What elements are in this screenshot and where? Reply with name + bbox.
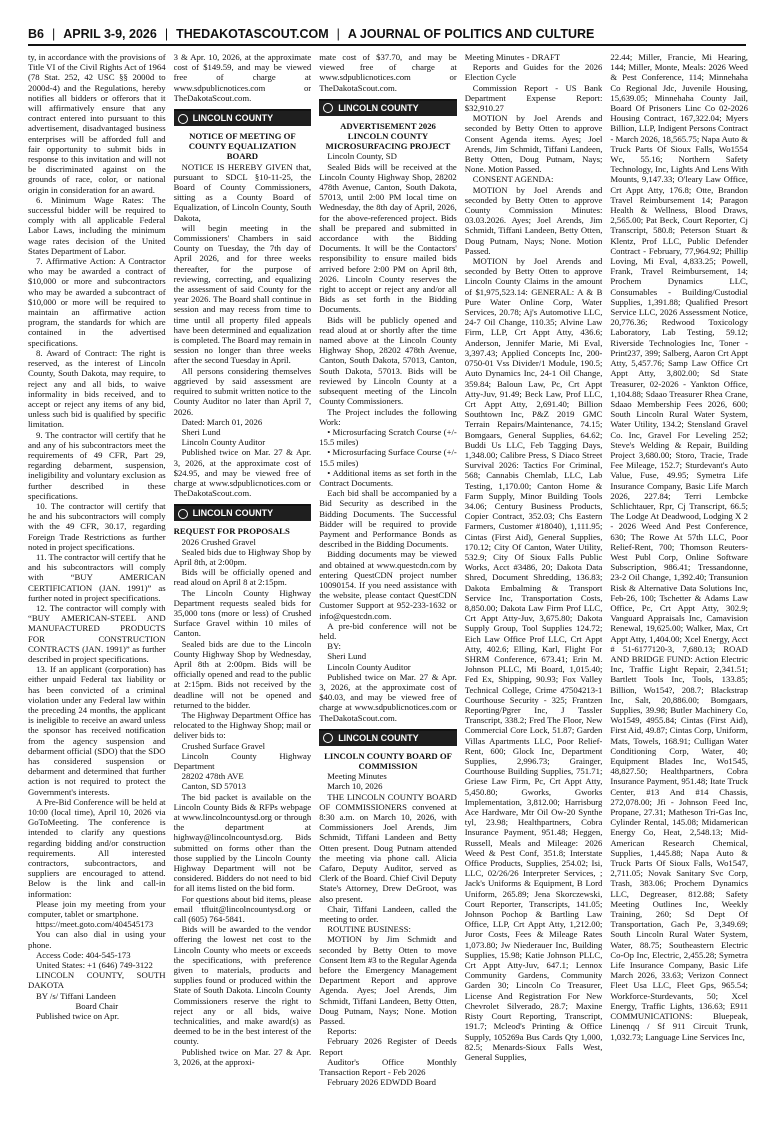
notice-paragraph: Reports and Guides for the 2026 Election Cycle: [464, 62, 603, 83]
notice-paragraph: A Pre-Bid Conference will be held at 10:00 (local time), April 10, 2026 via GoToMeeting. The conference is intended to clarify any questions regarding bidding and/or construction requirements. All interested contractors, subcontractors, and suppliers are encouraged to attend. Below is the link and call-in information:: [28, 796, 166, 899]
notice-paragraph: Commission Report - US Bank Department Expense Report: $32,910.27: [464, 82, 603, 114]
notice-heading: ADVERTISEMENT 2026 LINCOLN COUNTY MICROSURFACING PROJECT: [325, 120, 451, 152]
notice-paragraph: LINCOLN COUNTY, SOUTH DAKOTA: [28, 970, 166, 991]
notice-paragraph: A pre-bid conference will not be held.: [319, 620, 457, 641]
notice-paragraph: Dated: March 01, 2026: [181, 416, 263, 427]
notice-paragraph: 12. The contractor will comply with “BUY AMERICAN-STEEL AND MANUFACTURED PRODUCTS FOR CONSTRUCTION CONTRACTS (JAN. 1991)” as further described in project specifications.: [28, 602, 166, 664]
county-seal-icon: [178, 509, 188, 519]
notice-paragraph: Published twice on Mar. 27 & Apr. 3, 2026, at the approxi-: [173, 1046, 312, 1067]
banner-label: LINCOLN COUNTY: [338, 732, 419, 743]
notice-paragraph: 28202 478th AVE: [181, 771, 244, 782]
notice-paragraph: 2026 Crushed Gravel: [181, 536, 256, 547]
notice-paragraph: For questions about bid items, please email tfluit@lincolncountysd.org or call (605) 764-5841.: [173, 893, 312, 925]
notice-paragraph: MOTION by Jim Schmidt and seconded by Betty Otten to move Consent Item #3 to the Regular Agenda before the Emergency Management Department Report and approve Agenda. Ayes; Joel Arends, Jim Schmidt, Tiffani Landeen, Betty Otten, Doug Putnam, Nays; None. Motion Passed.: [319, 934, 457, 1027]
issue-date: APRIL 3-9, 2026: [63, 27, 157, 41]
notice-paragraph: Access Code: 404-545-173: [36, 949, 131, 960]
notice-paragraph: • Microsurfacing Scratch Course (+/- 15.5 miles): [319, 426, 457, 448]
notice-heading: NOTICE OF MEETING OF COUNTY EQUALIZATION BOARD: [188, 131, 297, 162]
notice-paragraph: MOTION by Joel Arends and seconded by Betty Otten to approve Lincoln County Claims in the amount of $1,975,523.14: GENERAL: A & B Pure Water Online Corp, Water Services, 20.78; Aj's Automotive LLC, 24-7 Oil Change, 110.35; Alvine Law Firm, LLP, Crt Appt Atty, 436.6; Anderson, Jennifer Marie, Mi Eval, 3,397.43; Applied Concepts Inc, 200-0750-01 Vss Divider/1 Module, 190.5; Auto Dynamics Inc, 24-1 Oil Change, 359.84; Baloun Law, Pc, Crt Appt Atty-Juv, 91.49; Beck Law, Prof LLC, Crt Appt Atty, 2,691.40; Billion Southtown Inc, P&Z 2019 GMC Terrain Repairs/Maintenance, 74.15; Bomgaars, General Supplies, 64.62; Buddi Us LLC, Feb Tagging Days, 1,348.00; Calibre Press, S Diaco Street Survival 2026: Tactics For Criminal, 568; Cannabis Chemlab, LLC, Lab Testing, 1,170.00; Canton Home & Farm Supply, Minor Building Tools 34.06; Century Business Products, Copier Contract, 352.03; Chs Eastern Farmers, Customer #18040), 1,111.95; Cintas (First Aid), General Supplies, 170.12; City Of Canton, Water Utility, 532.9; City Of Sioux Falls Public Works, Acct #3486, 20; Dakota Data Shred, Document Shredding, 136.83; Dakota Embalming & Transport Service Inc, Transportation Costs, 8,850.00; Dakota Law Firm Prof LLC, Crt Appt Atty-Juv, 3,675.80; Dakota Supply Group, Tool Supplies 124.72; Eich Law Office Prof LLC, Crt Appt Atty, 402.6; Elling, Karl, Flight For SHRM Conference, 673.41; Erin M. Johnson PLLC, Mi Board, 1,015.40; Fed Ex, Shipping, 90.93; Fox Valley Technical College, Crime 47504213-1 Courthouse Security - 325; Frantzen Reporting/Pgrer Inc, J Tassler Transcript, 338.2; Fred The Floor, New Commercial Core Lock, 51.87; Garden Villas Apartments LLC, Poor Relief-Rent, 600; Glock Inc, Department Supplies, 2,996.73; Grainger, Courthouse Building Supplies, 751.71; Griese Law Firm, Pc, Crt Appt Atty, 5,450.80; Gworks, Gworks Implementation, 3,812.00; Harrisburg Ace Hardware, Mtr Oil Ow-20 Synthe tyl, 23.98; Healthpartners, Cobra Insurance Payment, 951.48; Heggen, Russell, Meals and Mileage: 2026 Weed & Pest Conf, 351.8; Interstate Office Products, Supplies, 254.02; Isi, LLC, 02/26/26 Interpreter Services, ; Jack's Uniforms & Equipment, B Lord Uniform, 265.89; Jena Skorczewski, Court Reporter, Transcripts, 141.05; Johnson Pochop & Bartling Law Office, LLP, Crt Appt Atty, 1,212.00; Juror Costs, Fees & Mileage Rates 1,073.80; Jw Niederauer Inc, Building Supplies, 15.98; Katie Johnson PLLC, Crt Appt Atty-Juv, 647.1; Lennox Community Gardens, Community Garden 30; Lincoln Co Treasurer, License And Registration For New Chevrolet Silverado, 28.7; Maxine Risty Court Reporting, Transcript, 191.7; Mcleod's Printing & Office Supply, 105269a Bus Cards Qty 1,000, 82.5; Menards-Sioux Falls West, General Supplies,: [464, 256, 603, 1062]
notice-paragraph: February 2026 EDWDD Board: [327, 1077, 436, 1088]
notice-paragraph: Sealed bids due to Highway Shop by April 8th, at 2:00pm.: [173, 546, 312, 567]
section-banner: [319, 99, 457, 116]
page-number: B6: [28, 27, 44, 41]
notice-paragraph: • Additional items as set forth in the Contract Documents.: [319, 467, 457, 488]
notice-paragraph: Canton, SD 57013: [181, 781, 247, 792]
notice-paragraph: mate cost of $37.70, and may be viewed free of charge at www.sdpublicnotices.com or TheDakotaScout.com.: [319, 52, 457, 93]
notice-paragraph: Sealed Bids will be received at the Lincoln County Highway Shop, 28202 478th Avenue, Canton, South Dakota, 57013, until 2:00 PM local time on Wednesday, the 8th day of April, 2026, for the above-referenced project. Bids shall be prepared and submitted in accordance with the Bidding Documents. It will be the Contactors' responsibility to ensure mailed bids arrived before 2:00 PM on April 8th, 2026. Lincoln County reserves the right to accept or reject any and/or all Bids as set forth in the Bidding Documents.: [319, 161, 457, 315]
notice-paragraph: Bids will be awarded to the vendor offering the lowest net cost to the Lincoln County who meets or exceeds the specifications, with preference given to materials, products and supplies found or produced within the State of South Dakota. Lincoln County Commissioners reserve the right to reject any or all bids, waive technicalities, and make award(s) as deemed to be in the best interest of the county.: [173, 924, 312, 1047]
notice-paragraph: • Microsurfacing Surface Course (+/- 15.5 miles): [319, 447, 457, 468]
notice-paragraph: will begin meeting in the Commissioners' Chambers in said County on Tuesday, the 7th day of April 2026, and for three weeks thereafter, for the purpose of reviewing, correcting, and equalizing the assessment of said County for the year 2026. The Board shall continue in session and may recess from time to time until all property filed appeals have been determined and equalization is completed. The Board may remain in session no longer than three weeks after the second Tuesday in April.: [173, 222, 312, 366]
notice-paragraph: ty, in accordance with the provisions of Title VI of the Civil Rights Act of 1964 (78 Stat. 252, 42 USC §§ 2000d to 2000d-4) and the Regulations, hereby notifies all bidders or offerors that it will affirmatively ensure that any contract entered into pursuant to this advertisement, disadvantaged business enterprises will be afforded full and fair opportunity to submit bids in response to this invitation and will not be discriminated against on the grounds of race, color, or national origin in consideration for an award.: [28, 52, 166, 195]
section-banner: [319, 729, 457, 746]
notice-paragraph: You can also dial in using your phone.: [28, 929, 166, 950]
notice-paragraph: Each bid shall be accompanied by a Bid Security as described in the Bidding Documents. The Successful Bidder will be required to provide Payment and Performance Bonds as described in the Bidding Documents.: [319, 488, 457, 550]
column-3: [319, 52, 457, 1128]
notice-paragraph: Auditor's Office Monthly Transaction Report - Feb 2026: [319, 1056, 457, 1078]
notice-paragraph: BY /s/ Tiffani Landeen: [36, 990, 116, 1001]
notice-paragraph: Please join my meeting from your computer, tablet or smartphone.: [28, 898, 166, 920]
notice-paragraph: The bid packet is available on the Lincoln County Bids & RFPs webpage at www.lincolncountysd.org or through the department at highway@lincolncountysd.org. Bids submitted on forms other than the those supplied by the Lincoln County Highway Department will not be considered. Bidders do not need to bid for all items listed on the bid form.: [173, 791, 312, 894]
notice-paragraph: Reports:: [327, 1026, 357, 1037]
notice-paragraph: 8. Award of Contract: The right is reserved, as the interest of Lincoln County, South Dakota, may require, to reject any and all bids, to waive informality in bids received, and to accept or reject any items of any bid, unless such bid is qualified by specific limitation.: [28, 347, 166, 430]
section-banner: [174, 109, 312, 126]
notice-paragraph: THE LINCOLN COUNTY BOARD OF COMMISSIONERS convened at 8:30 a.m. on March 10, 2026, with Commissioners Joel Arends, Jim Schmidt, Tiffani Landeen and Betty Otten present. Doug Putnam attended the meeting via phone call. Alicia Cafaro, Deputy Auditor, served as Clerk of the Board. Chief Civil Deputy State's Attorney, Drew DeGroot, was also present.: [319, 791, 457, 904]
notice-paragraph: MOTION by Joel Arends and seconded by Betty Otten to approve Consent Agenda items. Ayes; Joel Arends, Jim Schmidt, Tiffani Landeen, Betty Otten, Doug Putnam, Nays; None. Motion Passed.: [464, 113, 603, 175]
notice-paragraph: United States: +1 (646) 749-3122: [36, 960, 153, 971]
page-header: [28, 24, 746, 46]
county-seal-icon: [323, 733, 333, 743]
notice-paragraph: Bids will be officially opened and read aloud on April 8 at 2:15pm.: [173, 567, 312, 588]
notice-paragraph: Published twice on Mar. 27 & Apr. 3, 2026, at the approximate cost of $40.03, and may be viewed free of charge at www.sdpublicnotices.com or TheDakotaScout.com.: [319, 671, 457, 723]
notice-paragraph: Sheri Lund: [327, 651, 367, 662]
notice-paragraph: February 2026 Register of Deeds Report: [319, 1036, 457, 1057]
tagline: A JOURNAL OF POLITICS AND CULTURE: [347, 27, 595, 41]
notice-paragraph: Board Chair: [75, 1000, 119, 1011]
column-4: [465, 52, 603, 1128]
header-separator: |: [164, 27, 169, 41]
notice-paragraph: Lincoln County, SD: [327, 151, 397, 162]
column-5: [610, 52, 748, 1128]
notice-paragraph: All persons considering themselves aggrieved by said assessment are required to submit written notice to the County Auditor no later than April 7, 2026.: [173, 365, 312, 417]
banner-label: LINCOLN COUNTY: [192, 113, 274, 124]
notice-paragraph: 9. The contractor will certify that he and any of his subcontractors meet the requirements of 49 CFR, Part 29, regarding debarment, suspension, ineligibility and voluntary exclusion as further described in these specifications.: [28, 429, 166, 501]
notice-paragraph: NOTICE IS HEREBY GIVEN that, pursuant to SDCL §10-11-25, the Board of County Commissioners, sitting as a County Board of Equalization, of Lincoln County, South Dakota,: [173, 161, 312, 223]
notice-paragraph: Lincoln County Highway Department: [173, 750, 312, 771]
notice-paragraph: 6. Minimum Wage Rates: The successful bidder will be required to comply with all applicable Federal Labor Laws, including the minimum wage rates decision of the United States Department of Labor.: [28, 194, 166, 256]
header-separator: |: [336, 27, 340, 41]
banner-label: LINCOLN COUNTY: [192, 508, 274, 519]
notice-paragraph: 13. If an applicant (corporation) has either unpaid Federal tax liability or has been convicted of a criminal violation under any Federal law within the preceding 24 months, the applicant is ineligible to receive an award unless the sponsor has received notification from the agency suspension and debarment official (SDO) that the SDO has considered suspension or debarment and determined that further action is not required to protect the Government's interests.: [28, 664, 166, 797]
notice-heading: LINCOLN COUNTY BOARD OF COMMISSION: [324, 750, 452, 771]
county-seal-icon: [323, 103, 333, 113]
notice-paragraph: 7. Affirmative Action: A Contractor who may be awarded a contract of $10,000 or more and subcontractors who may be awarded a subcontract of $10,000 or more will be required to maintain an affirmative action program, the standards for which are contained in the advertised specifications.: [28, 256, 166, 348]
notice-paragraph: Sheri Lund: [181, 426, 221, 437]
notice-paragraph: ROUTINE BUSINESS:: [327, 924, 411, 935]
notice-paragraph: BY:: [327, 641, 341, 652]
notice-paragraph: Meeting Minutes: [327, 771, 387, 782]
notice-paragraph: 22.44; Miller, Francie, Mi Hearing, 144; Miller, Monte, Meals: 2026 Weed & Pest Conference, 114; Minnehaha Co Regional Jdc, Juvenile Housing, 15,639.05; Minnehaha County Jail, Board Of Prisoners Linc Co 02-2026 Housing Contract, 167,322.04; Myers Billion, LLP, Indigent Persons Contract - March 2026, 18,565.75; Napa Auto & Truck Parts Of Sioux Falls, Wo1554 Wc, 55.16; Northern Safety Technology, Inc, Lights And Lens With Mounts, 9,147.33; O'leary Law Office, Crt Appt Atty, 176.8; Otte, Brandon Travel Reimbursement 14; Paragon Health & Wellness, Blood Draws, 2,565.00; Pat Beck, Court Reporter, Cj Transcript, 580.8; Peterson Stuart & Klentz, Prof LLC, Public Defender Contract - February, 77,964.92; Phillip Loving, Mi Eval, 4,833.25; Powell, Frank, Travel Reimbursement, 14; Prochem Dynamics LLC, Consumables - Building/Custodial Supplies, 1,391.88; Qualified Presort Service LLC, 2026 Assessment Notice, 20,776.36; Redwood Toxicology Laboratory, Lab Testing, 59.12; Riverside Technologies Inc, Toner - Print237, 399; Salberg, Aaron Crt Appt Atty, 5,457.76; Samp Law Office Crt Appt Atty, 3,802.00; Sd State Treasurer, 02-2026 - Yankton Office, 1,104.88; Sdaao Treasurer Rhea Crane, Sdaao Membership Fees 2026, 600; South Lincoln Rural Water System, Water Utility, 134.2; Stensland Gravel Co. Inc, Gravel For Leveling 252; Steve's Welding & Repair, Building Project 3,680.00; Storo, Tracie, Trade Fee Mileage, 152.7; Sturdevant's Auto Value, Fuse, 49.95; Symetra Life Insurance Company, Basic Life March 2026, 227.84; Terri Lembcke Schlichtauer, Rpr, Cj Transcript, 66.5; The Lodge At Deadwood, Lodging X 2 - 2026 Weed And Pest Conference, 630; The Rowe At 57th LLC, Poor Relief-Rent, 700; Thomson Reuters-West Publ Corp, Online Software Subscription, 986.41; Tressandonne, 23-2 Oil Change, 1,392.40; Transunion Risk & Alternative Data Solutions Inc, Feb-26, 100; Tschetter & Adams Law Office, Pc, Crt Appt Atty, 302.9; Vanguard Appraisals Inc, Camavision Renewal, 19,625.00; Walker, Max, Crt Appt Atty, 1,404.00; Xcel Energy, Acct # 51-6177120-3, 7,680.13; ROAD AND BRIDGE FUND: Action Electric Inc, Traffic Light Repair, 2,341.51; Bartlett Tools Inc, Tools, 133.85; Billion, Wo154?, 208.7; Blackstrap Inc, Salt, 20,886.00; Bomgaars, Supplies, 39.98; Butler Machinery Co, Wo1549, 4955.84; Cintas (First Aid), First Aid, 49.87; Cintas Corp, Uniform, Mats, Towels, 168.91; Culligan Water Conditioning Corp, Water, 40; Equipment Blades Inc, Wo1545, 48,827.50; Healthpartners, Cobra Insurance Payment, 951.48; Itate Truck Center, #13 And #14 Chassis, 272,078.00; Jfi - Johnson Feed Inc, Propane, 27.31; Matheson Tri-Gas Inc, Cylinder Rental, 145.08; Midamerican Energy Co, Heat, 2,548.13; Mid-American Research Chemical, Supplies, 1,445.88; Napa Auto & Truck Parts Of Sioux Falls, Wo1547, 2,711.05; Novak Sanitary Svc Corp, Trash, 383.06; Prochem Dynamics LLC, Degreaser, 812.88; Safety Meeting Outlines Inc, Weekly Training, 260; Sd Dept Of Transportation, Gach Pe, 3,349.69; South Lincoln Rural Water System, Water, 88.75; Southeastern Electric Co-Op Inc, Electric, 2,455.28; Symetra Life Insurance Company, Basic Life March 2026, 33.63; Verizon Connect Fleet Usa LLC, Fleet Gps, 965.54; Workforce-Sturdevants, 50; Xcel Energy, Traffic Lights, 136.63; E911 COMMUNICATIONS: Bluepeak, Linenqq / Sf 911 Circuit Trunk, 1,032.73; Language Line Services Inc,: [610, 52, 748, 1042]
legal-notices-columns: [28, 52, 746, 1128]
header-separator: |: [51, 27, 56, 41]
notice-paragraph: Lincoln County Auditor: [327, 661, 411, 672]
notice-paragraph: Bidding documents may be viewed and obtained at www.questcdn.com by entering QuestCDN project number 10090154. If you need assistance with the website, please contact QuestCDN Customer Support at 952-233-1632 or info@questcdn.com.: [319, 549, 457, 621]
banner-label: LINCOLN COUNTY: [338, 102, 419, 113]
notice-paragraph: 11. The contractor will certify that he and his subcontractors will comply with “BUY AMERICAN CERTIFICATION (JAN. 1991)” as further noted in project specifications.: [28, 551, 166, 603]
notice-paragraph: Meeting Minutes - DRAFT: [464, 52, 561, 62]
section-banner: [174, 504, 312, 521]
notice-paragraph: Published twice on Mar. 27 & Apr. 3, 2026, at the approximate cost of $24.95, and may be viewed free of charge at www.sdpublicnotices.com or TheDakotaScout.com.: [173, 447, 312, 499]
column-1: [28, 52, 166, 1128]
notice-paragraph: Crushed Surface Gravel: [181, 740, 266, 751]
meeting-link: https://meet.goto.com/404545173: [36, 919, 154, 930]
notice-paragraph: The Lincoln County Highway Department requests sealed bids for 35,000 tons (more or less) of Crushed Surface Gravel within 10 miles of Canton.: [173, 587, 312, 639]
notice-paragraph: Published twice on Apr.: [36, 1011, 120, 1022]
notice-paragraph: March 10, 2026: [327, 781, 383, 792]
site-name: THEDAKOTASCOUT.COM: [176, 27, 329, 41]
notice-paragraph: The Highway Department Office has relocated to the Highway Shop; mail or deliver bids to:: [173, 709, 312, 741]
notice-paragraph: Sealed bids are due to the Lincoln County Highway Shop by Wednesday, April 8th at 2:00pm. Bids will be officially opened and read to the public at 2:15pm. Bids not received by the deadline will not be opened and returned to the bidder.: [173, 638, 312, 710]
notice-paragraph: Chair, Tiffani Landeen, called the meeting to order.: [319, 903, 457, 925]
notice-heading: REQUEST FOR PROPOSALS: [173, 526, 290, 537]
column-2: [174, 52, 312, 1128]
notice-paragraph: CONSENT AGENDA:: [472, 174, 554, 185]
county-seal-icon: [178, 114, 188, 124]
notice-paragraph: 10. The contractor will certify that he and his subcontractors will comply with the 49 CFR, 30.17, regarding Foreign Trade Restrictions as further noted in project specifications.: [28, 500, 166, 552]
notice-paragraph: Bids will be publicly opened and read aloud at or shortly after the time named above at the Lincoln County Highway Shop, 28202 478th Avenue, Canton, South Dakota, 57013, Canton, South Dakota, 57013. Bids will be reviewed by Lincoln County at a subsequent meeting of the Lincoln County Commissioners.: [319, 314, 457, 407]
notice-paragraph: Lincoln County Auditor: [181, 437, 266, 448]
notice-paragraph: The Project includes the following Work:: [319, 406, 457, 427]
notice-paragraph: MOTION by Joel Arends and seconded by Betty Otten to approve County Commission Minutes: 03.03.2026. Ayes; Joel Arends, Jim Schmidt, Tiffani Landeen, Betty Otten, Doug Putnam, Nays; None. Motion Passed.: [464, 184, 603, 256]
notice-paragraph: 3 & Apr. 10, 2026, at the approximate cost of $149.59, and may be viewed free of charge at www.sdpublicnotices.com or TheDakotaScout.com.: [173, 52, 312, 103]
